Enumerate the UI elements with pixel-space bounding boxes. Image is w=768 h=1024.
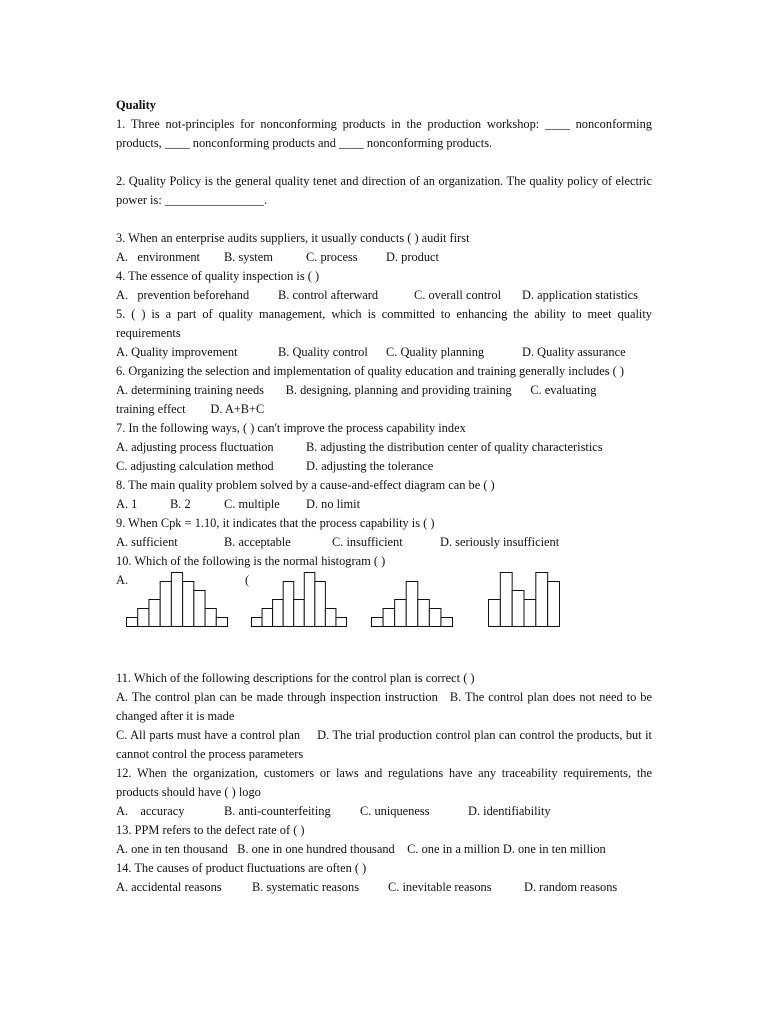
option-c: C. overall control — [414, 288, 502, 302]
option-d: D. identifiability — [468, 804, 551, 818]
option-c: C. Quality planning — [386, 345, 485, 359]
option-a: A. Quality improvement — [116, 345, 238, 359]
question-13-stem: 13. PPM refers to the defect rate of ( ) — [116, 823, 305, 837]
option-c: C. inevitable reasons — [388, 880, 492, 894]
document-body — [116, 96, 652, 897]
question-6-options-line-1: A. determining training needs B. designing, planning and providing training C. evaluating — [116, 383, 597, 397]
option-b: B. acceptable — [224, 535, 291, 549]
hist-2-bar — [325, 609, 336, 627]
hist-2-bar — [262, 609, 273, 627]
question-4-stem: 4. The essence of quality inspection is ( ) — [116, 269, 320, 283]
option-a: A. environment — [116, 250, 200, 264]
hist-1-bar — [216, 618, 227, 627]
question-5-stem: 5. ( ) is a part of quality management, which is committed to enhancing the ability to meet quality requirements — [116, 307, 652, 340]
question-14-options — [116, 878, 652, 897]
question-6-stem: 6. Organizing the selection and implementation of quality education and training generally includes ( ) — [116, 364, 624, 378]
hist-1-bar — [194, 591, 205, 627]
hist-1-bar — [160, 582, 171, 627]
option-d: D. product — [386, 250, 439, 264]
option-d: D. seriously insufficient — [440, 535, 560, 549]
question-7-options-1 — [116, 438, 652, 457]
hist-2-bar — [283, 582, 294, 627]
question-7-stem: 7. In the following ways, ( ) can't improve the process capability index — [116, 421, 466, 435]
question-3-options — [116, 248, 652, 267]
hist-4-bar — [489, 600, 501, 627]
question-11-stem: 11. Which of the following descriptions for the control plan is correct ( ) — [116, 671, 475, 685]
option-b: B. systematic reasons — [252, 880, 360, 894]
option-d: D. no limit — [306, 497, 361, 511]
hist-4-bar — [536, 573, 548, 627]
question-11-options-2: C. All parts must have a control plan D. The trial production control plan can control the products, but it cannot control the process parameters — [116, 728, 652, 761]
hist-1-bar — [138, 609, 149, 627]
hist-1-bar — [171, 573, 182, 627]
option-d: D. adjusting the tolerance — [306, 459, 434, 473]
option-a: A. accidental reasons — [116, 880, 222, 894]
question-2: 2. Quality Policy is the general quality tenet and direction of an organization. The quality policy of electric power is: ________________. — [116, 174, 652, 207]
document-title: Quality — [116, 98, 156, 112]
option-b: B. 2 — [170, 497, 191, 511]
question-4-options — [116, 286, 652, 305]
hist-2-bar — [336, 618, 347, 627]
question-12-stem: 12. When the organization, customers or laws and regulations have any traceability requirements, the products should have ( ) logo — [116, 766, 652, 799]
option-a-label: A. — [116, 573, 129, 587]
question-11-options-1: A. The control plan can be made through inspection instruction B. The control plan does not need to be changed after it is made — [116, 690, 652, 723]
question-9-options — [116, 533, 652, 552]
question-13-options: A. one in ten thousand B. one in one hundred thousand C. one in a million D. one in ten million — [116, 842, 606, 856]
question-10-histograms — [104, 571, 652, 669]
option-a: A. 1 — [116, 497, 138, 511]
histogram-2 — [251, 571, 347, 627]
hist-2-bar — [304, 573, 315, 627]
hist-4-bar — [500, 573, 512, 627]
option-c: C. insufficient — [332, 535, 403, 549]
option-a: A. accuracy — [116, 804, 185, 818]
hist-3-bar — [441, 618, 453, 627]
histogram-1 — [126, 571, 228, 627]
hist-1-bar — [149, 600, 160, 627]
hist-4-bar — [524, 600, 536, 627]
hist-2-bar — [294, 600, 305, 627]
option-b: B. adjusting the distribution center of quality characteristics — [306, 440, 603, 454]
hist-2-bar — [273, 600, 284, 627]
hist-1-bar — [205, 609, 216, 627]
question-14-stem: 14. The causes of product fluctuations are often ( ) — [116, 861, 367, 875]
question-10-stem: 10. Which of the following is the normal histogram ( ) — [116, 554, 386, 568]
option-b: B. anti-counterfeiting — [224, 804, 331, 818]
question-5-options — [116, 343, 652, 362]
option-c: C. uniqueness — [360, 804, 430, 818]
option-b: B. Quality control — [278, 345, 368, 359]
option-c: C. adjusting calculation method — [116, 459, 274, 473]
hist-3-bar — [418, 600, 430, 627]
hist-2-bar — [315, 582, 326, 627]
option-d: D. Quality assurance — [522, 345, 626, 359]
hist-3-bar — [395, 600, 407, 627]
option-c: C. multiple — [224, 497, 280, 511]
hist-3-bar — [429, 609, 441, 627]
option-c: C. process — [306, 250, 358, 264]
question-1: 1. Three not-principles for nonconforming products in the production workshop: ____ nonconforming products, ____ nonconforming products and ____ nonconforming products. — [116, 117, 652, 150]
hist-4-bar — [548, 582, 560, 627]
hist-1-bar — [183, 582, 194, 627]
question-8-stem: 8. The main quality problem solved by a cause-and-effect diagram can be ( ) — [116, 478, 495, 492]
option-d: D. random reasons — [524, 880, 618, 894]
option-b: B. control afterward — [278, 288, 379, 302]
stray-parenthesis: ( — [245, 573, 250, 587]
hist-1-bar — [127, 618, 138, 627]
histogram-4 — [488, 571, 560, 627]
question-9-stem: 9. When Cpk = 1.10, it indicates that the process capability is ( ) — [116, 516, 435, 530]
option-d: D. application statistics — [522, 288, 638, 302]
histogram-3 — [371, 571, 453, 627]
hist-3-bar — [383, 609, 395, 627]
option-a: A. adjusting process fluctuation — [116, 440, 274, 454]
option-b: B. system — [224, 250, 273, 264]
hist-2-bar — [252, 618, 263, 627]
hist-3-bar — [406, 582, 418, 627]
option-a: A. prevention beforehand — [116, 288, 250, 302]
question-6-options-line-2: training effect D. A+B+C — [116, 402, 265, 416]
hist-3-bar — [372, 618, 384, 627]
option-a: A. sufficient — [116, 535, 178, 549]
question-3-stem: 3. When an enterprise audits suppliers, it usually conducts ( ) audit first — [116, 231, 470, 245]
question-12-options — [116, 802, 652, 821]
question-7-options-2 — [116, 457, 652, 476]
question-8-options — [116, 495, 652, 514]
hist-4-bar — [512, 591, 524, 627]
